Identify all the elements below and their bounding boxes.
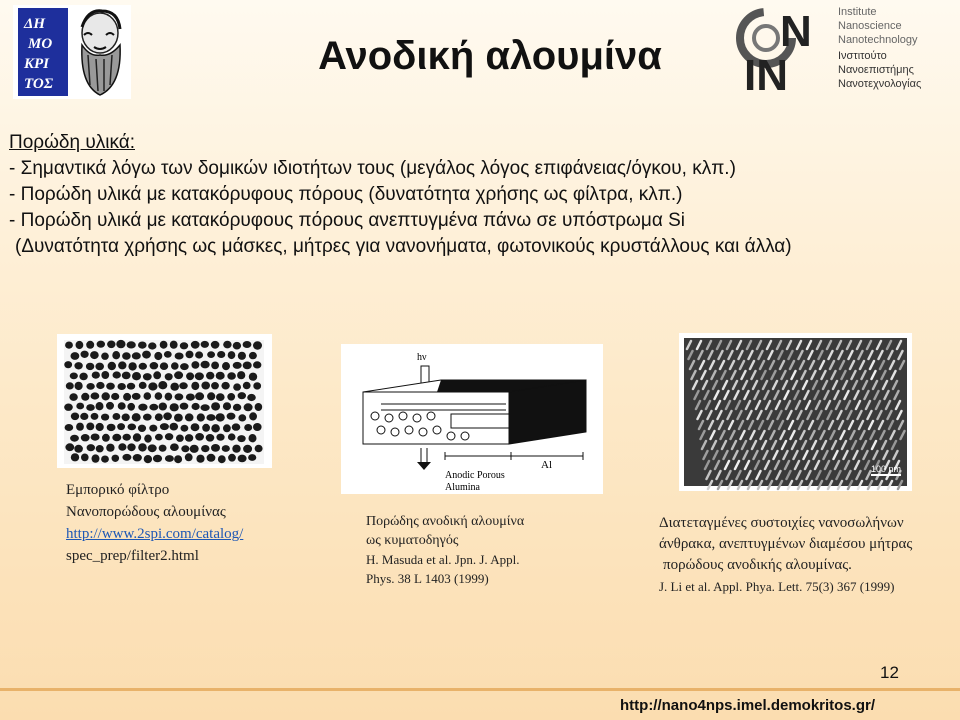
pore [133,433,141,441]
pore [122,352,131,360]
pore [71,453,79,461]
pore [64,361,72,368]
pore [143,414,152,421]
nanotube-array-image [679,333,912,491]
pore [253,341,262,349]
pore [249,352,257,359]
inst-line-3: Nanotechnology [838,34,918,46]
pore [171,362,179,369]
pore [201,361,210,369]
pore [253,361,261,368]
pore [201,445,209,452]
pore [133,454,142,461]
pore [237,435,245,442]
waveguide-drawing [341,344,603,494]
body-line-2: - Πορώδη υλικά με κατακόρυφους πόρους (δυνατότητα χρήσης ως φίλτρα, κλπ.) [9,184,683,205]
pore [227,413,236,420]
pore [175,353,184,360]
pore [132,413,141,421]
body-heading: Πορώδη υλικά: [9,132,135,153]
footer-url[interactable]: http://nano4nps.imel.demokritos.gr/ [620,697,876,714]
pore [92,454,100,462]
pore [233,362,242,369]
hv-label: hν [417,352,427,363]
inst-line-2: Nanoscience [838,20,902,32]
pore [112,455,120,462]
pore [185,453,193,461]
pore [191,423,200,431]
pore [91,434,100,441]
pore [228,433,236,440]
pore [101,414,109,421]
pore [181,445,189,452]
pore [70,435,79,442]
pore [232,445,240,453]
pore [127,443,135,451]
pore [233,383,241,390]
pore [96,382,104,389]
pore [206,372,214,380]
inn-logo [730,0,955,96]
pore [113,371,121,378]
pore [101,353,109,360]
alumina-label: Alumina [445,482,480,493]
pore [228,351,236,359]
pore [202,424,210,432]
pore [197,413,205,421]
pore [70,373,78,380]
figure3-caption-line-1: Διατεταγμένες συστοιχίες νανοσωλήνων [659,515,904,531]
pore [165,393,173,401]
pore [238,455,247,463]
pore [165,433,173,440]
pore [128,424,137,431]
pore [249,412,257,420]
pore [248,454,256,461]
pore [101,371,109,379]
inst-line-4: Ινστιτούτο [838,50,887,62]
pore [144,435,152,443]
pore [148,444,157,452]
pore [96,445,104,452]
pore [127,341,136,348]
pore [255,445,263,453]
pore [149,425,157,432]
pore [66,382,74,389]
pore [95,363,104,371]
pore [112,434,121,441]
pore [118,443,126,451]
logo-letters [18,8,68,96]
pore [74,362,82,369]
pore [195,351,203,358]
logo-letter-3: ΚΡΙ [24,56,50,72]
pore [86,383,94,390]
inst-line-6: Νανοτεχνολογίας [838,78,922,90]
pore [233,342,241,350]
pore [170,423,179,431]
pore [116,340,125,348]
inn-mark-icon [730,0,835,96]
pore [243,341,252,348]
pore [90,351,99,359]
pore [185,413,194,421]
pore [132,372,141,380]
pore-pattern-image [57,334,272,468]
pore [153,455,162,462]
figure1-caption-line-2: Νανοπορώδους αλουμίνας [66,504,226,520]
figure2-caption-line-1: Πορώδης ανοδική αλουμίνα [366,514,525,529]
pore [164,351,172,358]
pore [186,351,194,359]
pore [253,423,262,431]
waveguide-diagram [341,344,603,494]
pore [181,425,189,432]
pore [149,404,158,411]
pore [170,403,179,411]
figure3-reference: J. Li et al. Appl. Phya. Lett. 75(3) 367 (1999) [659,579,895,594]
pore [233,404,241,411]
pore [113,413,121,420]
pore [253,382,261,389]
pore [192,403,200,410]
pore [107,424,116,431]
pore [118,383,126,390]
pore [180,342,188,349]
pore [86,423,94,431]
pore [238,414,246,421]
scale-bar-label: 100 nm [871,464,902,474]
pore [223,424,231,432]
pore [191,341,200,349]
pore [175,393,184,400]
pore [111,393,119,400]
pore [163,412,172,420]
pore [118,361,126,369]
figure2-caption [366,512,524,588]
figure3-caption [659,513,912,597]
pore [148,382,157,390]
pore [216,434,224,441]
pore [165,455,174,462]
filter-micrograph [57,334,272,468]
pore [81,351,89,358]
pore [87,444,95,451]
logo-letter-1: ΔΗ [24,16,46,32]
pore [86,363,94,370]
pore [201,382,210,390]
pore [211,341,220,349]
pore [143,373,152,380]
pore [216,413,225,421]
pore [123,393,131,401]
pore [76,341,84,349]
pore [65,424,74,431]
pore [107,341,115,349]
pore [71,413,79,421]
pore [243,382,251,389]
inst-line-5: Νανοεπιστήμης [838,64,914,76]
pore [86,341,94,349]
pore [180,363,189,370]
pore [195,392,204,400]
pore [243,445,252,453]
pore [155,434,163,441]
pore [223,402,231,410]
pore [160,341,168,349]
democritos-logo [13,5,131,99]
pore [97,341,105,348]
pore [132,393,141,400]
pore [201,404,210,411]
pore [80,413,88,420]
pore [92,372,100,379]
footer-rule [0,688,960,691]
pore [102,392,110,400]
pore [101,456,109,463]
figure1-link[interactable]: http://www.2spi.com/catalog/ [66,526,244,542]
pore [117,423,125,430]
pore [211,362,219,370]
pore [195,372,204,380]
figure1-link-cont: spec_prep/filter2.html [66,548,199,564]
pore [64,404,73,411]
pore [195,433,204,441]
pore [227,393,235,401]
figure2-reference-cont: Phys. 38 L 1403 (1999) [366,571,489,586]
pore [191,361,199,369]
pore [81,434,90,441]
pore [86,404,95,411]
pore [128,362,136,370]
pore [139,382,147,389]
pore [144,392,152,400]
slide-title: Ανοδική αλουμίνα [318,34,662,78]
pore [227,372,236,379]
pore [154,352,162,360]
svg-text:IN: IN [744,51,788,96]
inst-line-1: Institute [838,6,877,18]
pore [174,371,183,379]
pore [122,414,130,422]
pore [223,341,231,349]
pore [255,403,263,411]
pore [139,363,147,370]
pore [138,425,146,432]
logo-blue-band [18,8,68,96]
pore [79,373,87,381]
pore [201,341,209,348]
pore [106,444,114,452]
figure2-caption-line-2: ως κυματοδηγός [366,533,459,548]
pore [160,362,168,370]
pore [127,403,135,411]
pore [249,434,257,442]
pore [159,445,167,452]
pore [138,443,147,451]
figure3-caption-line-3: πορώδους ανοδικής αλουμίνας. [663,557,852,573]
pore [91,392,100,399]
pore [174,414,183,422]
pore [176,435,184,442]
democritus-portrait [68,5,131,99]
pore [211,382,219,389]
pore [218,455,226,463]
pore [76,423,84,431]
pore [243,362,252,370]
pore [186,394,195,401]
pore [207,392,215,400]
pore [81,393,89,401]
pore [160,423,169,430]
pore [222,362,230,370]
pore [170,383,179,391]
pore [211,424,220,432]
pore [206,434,215,442]
pore [127,383,135,390]
pore [91,413,99,420]
pore [238,392,246,399]
pore [179,382,188,389]
pore [144,455,152,463]
pore [96,423,104,431]
figure3-caption-line-2: άνθρακα, ανεπτυγμένων διαμέσου μήτρας [659,536,913,552]
logo-letter-4: ΤΟΣ [24,76,54,92]
pore [106,383,115,390]
figure1-caption [66,479,243,567]
pore [196,455,204,463]
pore [102,434,110,442]
nanotube-micrograph [679,333,912,491]
pore [170,443,179,451]
pore [138,342,147,349]
pore [185,434,193,442]
svg-text:N: N [780,7,812,56]
pore [216,372,225,380]
pore [148,342,156,349]
pore [123,434,131,441]
body-text [9,130,949,260]
pore [108,362,116,370]
pore [222,445,230,452]
pore [244,403,253,411]
pore [249,373,257,381]
pore [76,403,84,410]
pore [65,443,74,451]
pore [132,352,141,359]
pore [155,413,163,421]
pore [247,394,256,401]
pore [207,454,216,462]
pore [237,371,245,379]
al-label: Al [541,459,552,471]
pore [244,424,252,431]
pore [155,392,163,400]
pore [217,351,225,358]
pore [170,341,178,349]
pore [211,444,220,452]
logo-letter-2: ΜΟ [28,36,53,52]
pore [122,372,131,380]
pore [228,454,236,462]
figure2-reference: H. Masuda et al. Jpn. J. Appl. [366,552,520,567]
pore [74,445,83,453]
pore [165,373,173,380]
pore [69,393,77,401]
pore [191,382,199,390]
pore [81,454,89,462]
pore [138,404,147,411]
pore [65,342,73,349]
pore [190,445,199,453]
pore [118,402,126,410]
pore [106,402,114,410]
pore [159,403,167,411]
pore [180,403,189,410]
pore [174,455,182,463]
pore [206,414,215,421]
pore [238,352,246,360]
anodic-label: Anodic Porous [445,470,505,481]
pore [221,382,229,390]
pore [75,382,83,390]
body-line-4: (Δυνατότητα χρήσης ως μάσκες, μήτρες για νανονήματα, φωτονικούς κρυστάλλους και άλλα) [15,236,792,257]
pore [216,393,225,401]
pore [186,372,194,380]
body-line-1: - Σημαντικά λόγω των δομικών ιδιοτήτων τους (μεγάλος λόγος επιφάνειας/όγκου, κλπ.) [9,158,736,179]
body-line-3: - Πορώδη υλικά με κατακόρυφους πόρους ανεπτυγμένα πάνω σε υπόστρωμα Si [9,210,685,231]
figure1-caption-line-1: Εμπορικό φίλτρο [66,482,170,498]
pore [207,351,215,358]
pore [112,351,120,359]
pore [71,352,80,360]
pore [153,371,161,379]
page-number: 12 [880,663,899,682]
pore [122,454,131,461]
pore [142,351,151,359]
pore [96,402,104,410]
pore [150,362,159,369]
pore [232,423,241,430]
pore [158,381,167,389]
pore [211,402,220,410]
